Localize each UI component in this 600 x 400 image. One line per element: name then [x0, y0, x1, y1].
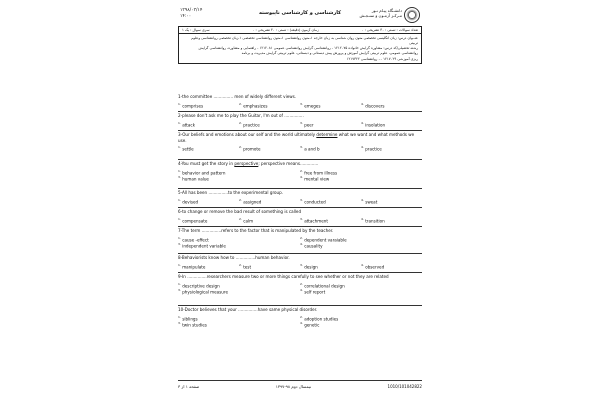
- options: [178, 145, 422, 152]
- exam-sheet: [178, 6, 422, 394]
- option-label: causality: [304, 243, 323, 249]
- divider: [178, 159, 422, 160]
- option-4[interactable]: $^{4.}$ sweat: [361, 197, 378, 204]
- option-label: attack: [182, 121, 196, 127]
- question-stem: [178, 209, 422, 215]
- option-label: observed: [365, 263, 385, 269]
- option-1[interactable]: $^{1.}$ descriptive design: [178, 281, 220, 288]
- exam-date: ۱۳۹۸/۰۳/۱۴: [180, 8, 203, 13]
- option-3[interactable]: $^{3.}$ peer: [300, 120, 314, 127]
- option-label: compensate: [182, 217, 208, 223]
- option-label: test: [243, 263, 252, 269]
- option-label: independent variable: [182, 243, 226, 249]
- underlined-word: perspective: [234, 161, 259, 166]
- option-label: cause -effect: [182, 236, 209, 242]
- stem-text: men of widely different views.: [233, 94, 297, 99]
- options: [178, 121, 422, 128]
- underlined-word: determine: [316, 132, 338, 137]
- options: [178, 217, 422, 224]
- stem-text: 5-All has been: [178, 190, 209, 195]
- option-2[interactable]: $^{2.}$ free from illness: [300, 168, 338, 175]
- option-1[interactable]: $^{1.}$ cause -effect: [178, 235, 209, 242]
- options: [178, 169, 422, 183]
- stem-text: ; perspective means..............: [258, 161, 319, 166]
- option-2[interactable]: $^{2.}$ adoption studies: [300, 314, 339, 321]
- option-label: physiological measure: [182, 289, 229, 295]
- divider: [178, 272, 422, 273]
- option-label: practice: [243, 121, 260, 127]
- divider: [178, 130, 422, 131]
- question-count: تعداد سوالات : تستی : ۳۰ تشریحی : ۰: [361, 28, 418, 32]
- exam-info-box: [178, 26, 422, 64]
- option-3[interactable]: $^{3.}$ design: [300, 262, 318, 269]
- stem-text: 9-In: [178, 274, 188, 279]
- exam-title: کارشناسی و کارشناسی ناپیوسته: [258, 10, 342, 16]
- stem-text: human behavior.: [255, 255, 290, 260]
- option-label: insolation: [365, 121, 386, 127]
- option-3[interactable]: $^{3.}$ conducted: [300, 197, 326, 204]
- option-1[interactable]: $^{1.}$ attack: [178, 120, 196, 127]
- option-label: adoption studies: [304, 315, 339, 321]
- option-label: twin studies: [182, 322, 207, 328]
- options: [178, 102, 422, 109]
- option-4[interactable]: $^{4.}$ mental view: [300, 175, 330, 182]
- option-label: conducted: [304, 198, 326, 204]
- stem-text: 8-Behaviorists know how to: [178, 255, 236, 260]
- option-1[interactable]: $^{1.}$ manipulate: [178, 262, 206, 269]
- option-label: discovers: [365, 102, 385, 108]
- option-label: design: [304, 263, 318, 269]
- question-stem: 2-please don't ask me to play the Guitar, I'm out of ...............: [178, 113, 304, 118]
- divider: [178, 111, 422, 112]
- option-3[interactable]: $^{3.}$ emeges: [300, 101, 321, 108]
- question-stem: 10-Doctor believes that your ...............have same physical disorder.: [178, 307, 318, 312]
- field-line-2: روانشناسی عمومی، علوم تربیتی گرایش آموزش و پرورش پیش دبستانی و دبستانی، علوم تربیتی گرایش مدیریت و برنامه: [241, 51, 418, 56]
- option-4[interactable]: $^{4.}$ observed: [361, 262, 385, 269]
- question-stem: 5-All has been ...............to the experimental group.: [178, 190, 284, 195]
- stem-text: what we want and what methods we use.: [178, 132, 415, 143]
- question-4: [178, 161, 422, 182]
- options: [178, 315, 422, 329]
- option-label: free from illness: [304, 169, 338, 175]
- option-3[interactable]: $^{3.}$ twin studies: [178, 321, 207, 328]
- semester-label: نیمسال دوم ۹۸-۱۳۹۷: [275, 383, 312, 389]
- question-9: [178, 274, 422, 295]
- option-1[interactable]: $^{1.}$ devised: [178, 197, 199, 204]
- option-label: siblings: [182, 315, 198, 321]
- university-logo-icon: [404, 7, 420, 23]
- option-3[interactable]: $^{3.}$ independent variable: [178, 242, 226, 249]
- option-2[interactable]: $^{2.}$ emphasizes: [239, 101, 268, 108]
- stem-text: to the experimental group.: [227, 190, 284, 195]
- option-label: emphasizes: [243, 102, 268, 108]
- stem-text: 3-Our beliefs and emotions about our self and the world ultimately: [178, 132, 317, 137]
- option-label: settle: [182, 146, 194, 152]
- exam-info-row: [179, 27, 421, 34]
- option-label: devised: [182, 198, 199, 204]
- question-8: [178, 255, 422, 269]
- option-label: promote: [243, 146, 261, 152]
- option-1[interactable]: $^{1.}$ comprises: [178, 101, 204, 108]
- question-6: [178, 209, 422, 223]
- option-label: peer: [304, 121, 314, 127]
- question-stem: [178, 132, 422, 143]
- option-3[interactable]: $^{3.}$ attachment: [300, 216, 328, 223]
- option-label: genetic: [304, 322, 320, 328]
- option-label: human value: [182, 176, 209, 182]
- divider: [178, 207, 422, 208]
- option-1[interactable]: $^{1.}$ settle: [178, 145, 194, 152]
- option-label: mental view: [304, 176, 330, 182]
- option-label: a and b: [304, 146, 320, 152]
- options: [178, 198, 422, 205]
- option-2[interactable]: $^{2.}$ promote: [239, 145, 261, 152]
- question-series: سری سوال : یک ۱: [182, 28, 210, 32]
- option-2[interactable]: $^{2.}$ practice: [239, 120, 260, 127]
- option-label: emeges: [304, 102, 321, 108]
- option-label: calm: [243, 217, 254, 223]
- page-footer: [178, 380, 422, 391]
- question-7: [178, 228, 422, 249]
- exam-time: ۱۴:۰۰: [180, 14, 192, 19]
- option-2[interactable]: $^{2.}$ dependent varaiable: [300, 235, 347, 242]
- option-label: transition: [365, 217, 385, 223]
- options: [178, 263, 422, 270]
- stem-text: researchers measure two or more things carefully to see whether or not they are related: [206, 274, 389, 279]
- option-label: descriptive design: [182, 282, 220, 288]
- university-line-2: مـرکـز آزمـون و سنـجـش: [359, 13, 402, 18]
- field-line-3: ریزی آموزشی ۱۲۱۷۰۲۹ - ، روانشناسی ۱۲۱۷۳۲۲: [346, 56, 418, 61]
- option-label: sweat: [365, 198, 378, 204]
- option-label: assigned: [243, 198, 262, 204]
- option-1[interactable]: $^{1.}$ compensate: [178, 216, 208, 223]
- option-3[interactable]: $^{3.}$ physiological measure: [178, 288, 229, 295]
- stem-text: 7-The term: [178, 228, 202, 233]
- stem-text: 4-You must get the story in: [178, 161, 235, 166]
- question-3: [178, 132, 422, 152]
- question-stem: 1-the committee ............... men of widely different views.: [178, 94, 297, 99]
- option-2[interactable]: $^{2.}$ correlational design: [300, 281, 345, 288]
- option-4[interactable]: $^{4.}$ self report: [300, 288, 326, 295]
- option-4[interactable]: $^{4.}$ genetic: [300, 321, 320, 328]
- option-label: correlational design: [304, 282, 345, 288]
- field-line-1: رشته تحصیلی/کد درس: مشاوره گرایش خانواده ۱۲۱۲۰۷۵ - روانشناسی گرایش روانشناسی عمومی ۱۲۱۲۰۸۱ - راهنمایی و مشاوره، روانشناسی گرایش: [198, 46, 418, 51]
- exam-header: [178, 6, 422, 26]
- option-2[interactable]: $^{2.}$ test: [239, 262, 252, 269]
- question-stem: 7-The term ...............refers to the factor that is manipulated by the teacher.: [178, 228, 334, 233]
- question-2: [178, 113, 422, 127]
- university-line-1: دانشـگاه پیـام نـور: [371, 8, 402, 13]
- question-stem: 9-In ...............researchers measure two or more things carefully to see whether or not they are related: [178, 274, 389, 279]
- option-4[interactable]: $^{4.}$ discovers: [361, 101, 385, 108]
- option-1[interactable]: $^{1.}$ siblings: [178, 314, 198, 321]
- divider: [178, 253, 422, 254]
- option-label: comprises: [182, 102, 204, 108]
- stem-text: 6-to change or remove the bad result of something is called: [178, 209, 302, 214]
- question-1: [178, 94, 422, 108]
- option-4[interactable]: $^{4.}$ insolation: [361, 120, 386, 127]
- question-stem: 8-Behaviorists know how to ...............human behavior.: [178, 255, 290, 260]
- option-3[interactable]: $^{3.}$ human value: [178, 175, 209, 182]
- option-label: behavior and pattern: [182, 169, 226, 175]
- option-4[interactable]: $^{4.}$ transition: [361, 216, 385, 223]
- option-4[interactable]: $^{4.}$ causality: [300, 242, 323, 249]
- university-name: [360, 8, 403, 18]
- course-info: [179, 34, 421, 63]
- question-10: [178, 307, 422, 328]
- stem-text: refers to the factor that is manipulated by the teacher.: [221, 228, 334, 233]
- option-2[interactable]: $^{2.}$ calm: [239, 216, 254, 223]
- option-3[interactable]: $^{3.}$ a and b: [300, 145, 320, 152]
- option-1[interactable]: $^{1.}$ behavior and pattern: [178, 168, 226, 175]
- option-2[interactable]: $^{2.}$ assigned: [239, 197, 262, 204]
- option-label: self report: [304, 289, 326, 295]
- option-label: practice: [365, 146, 382, 152]
- divider: [178, 305, 422, 306]
- stem-text: have same physical disorder.: [257, 307, 318, 312]
- question-5: [178, 190, 422, 204]
- divider: [178, 188, 422, 189]
- stem-text: 10-Doctor believes that your: [178, 307, 239, 312]
- exam-code: 1010/101042822: [387, 383, 422, 389]
- stem-text: 1-the committee: [178, 94, 214, 99]
- option-label: dependent varaiable: [304, 236, 347, 242]
- course-title-line: عنــوان درس: زبان انگلیسی تخصصی متون روان شناسی به زبان خارجه ۱،متون روانشناسی ۱،متون روانشناسی تخصصی ۱،زبان تخصصی روانشناسی وعلوم تربیتی: [191, 35, 418, 45]
- divider: [178, 226, 422, 227]
- option-label: manipulate: [182, 263, 206, 269]
- options: [178, 282, 422, 296]
- option-4[interactable]: $^{4.}$ practice: [361, 145, 382, 152]
- option-label: attachment: [304, 217, 328, 223]
- options: [178, 236, 422, 250]
- exam-duration: زمان آزمون (دقیقه) : تستی : ۴۰ تشریحی : ۰: [252, 28, 319, 32]
- question-stem: [178, 161, 422, 167]
- page-number: صفحه ۱ از ۳: [178, 383, 200, 389]
- stem-text: 2-please don't ask me to play the Guitar, I'm out of: [178, 113, 283, 118]
